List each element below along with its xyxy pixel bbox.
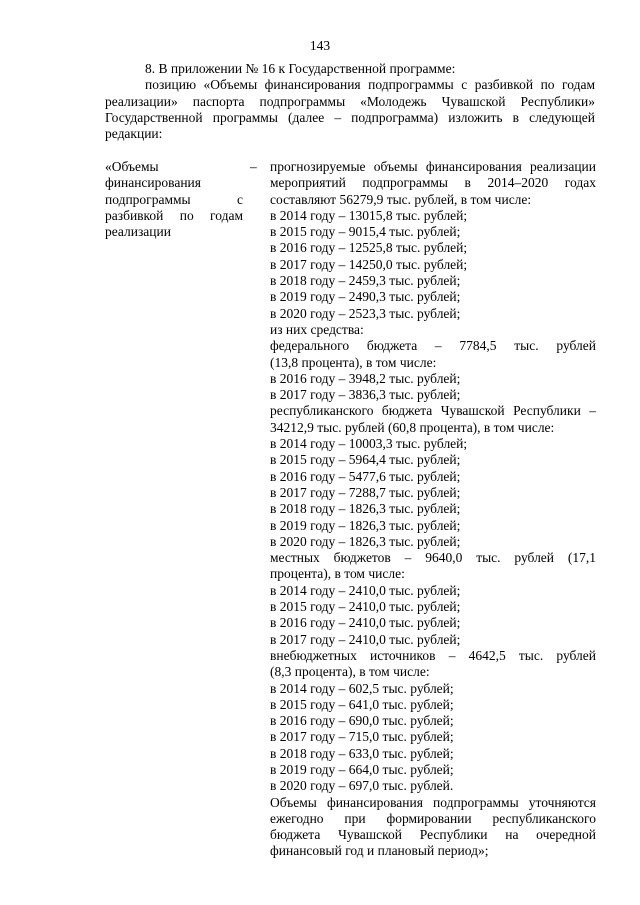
republic-year-line: в 2020 году – 1826,3 тыс. рублей; xyxy=(270,533,461,549)
offbudget-year-line: в 2017 году – 715,0 тыс. рублей; xyxy=(270,729,454,745)
of-which-label: из них средства: xyxy=(270,321,364,337)
offbudget-year-line: в 2016 году – 690,0 тыс. рублей; xyxy=(270,713,454,729)
local-year-line: в 2016 году – 2410,0 тыс. рублей; xyxy=(270,615,461,631)
federal-funding-text: федерального бюджета – 7784,5 тыс. рублей xyxy=(270,338,596,354)
republic-year-line: в 2018 году – 1826,3 тыс. рублей; xyxy=(270,501,461,517)
offbudget-funding-share: (8,3 процента), в том числе: xyxy=(270,664,430,680)
local-year-line: в 2017 году – 2410,0 тыс. рублей; xyxy=(270,631,461,647)
amendment-instruction: позицию «Объемы финансирования подпрограммы с разбивкой по годам реализации» паспорта подпрограммы «Молодежь Чувашской Республики» Государственной программы (далее – подпрограмма) изложить в следующей редакции: xyxy=(105,77,595,142)
total-year-line: в 2019 году – 2490,3 тыс. рублей; xyxy=(270,289,461,305)
total-year-line: в 2016 году – 12525,8 тыс. рублей; xyxy=(270,240,468,256)
local-year-line: в 2014 году – 2410,0 тыс. рублей; xyxy=(270,582,461,598)
offbudget-year-line: в 2018 году – 633,0 тыс. рублей; xyxy=(270,745,454,761)
total-year-line: в 2017 году – 14250,0 тыс. рублей; xyxy=(270,256,468,272)
republic-year-line: в 2019 году – 1826,3 тыс. рублей; xyxy=(270,517,461,533)
position-title: «Объемы финансирования подпрограммы с разбивкой по годам реализации xyxy=(105,159,243,240)
republic-year-line: в 2015 году – 5964,4 тыс. рублей; xyxy=(270,452,461,468)
offbudget-year-line: в 2015 году – 641,0 тыс. рублей; xyxy=(270,696,454,712)
offbudget-year-line: в 2014 году – 602,5 тыс. рублей; xyxy=(270,680,454,696)
republic-year-line: в 2016 году – 5477,6 тыс. рублей; xyxy=(270,468,461,484)
funding-details xyxy=(270,159,596,860)
intro-section xyxy=(105,61,595,142)
federal-funding-share: (13,8 процента), в том числе: xyxy=(270,354,437,370)
page-number: 143 xyxy=(309,38,331,53)
federal-year-line: в 2016 году – 3948,2 тыс. рублей; xyxy=(270,370,461,386)
republic-year-line: в 2014 году – 10003,3 тыс. рублей; xyxy=(270,436,468,452)
total-year-line: в 2015 году – 9015,4 тыс. рублей; xyxy=(270,224,461,240)
total-year-line: в 2020 году – 2523,3 тыс. рублей; xyxy=(270,305,461,321)
total-funding-text: прогнозируемые объемы финансирования реализации мероприятий подпрограммы в 2014–2020 годах составляют 56279,9 тыс. рублей, в том числе: xyxy=(270,159,596,207)
republic-funding-text: республиканского бюджета Чувашской Республики – 34212,9 тыс. рублей (60,8 процента), в том числе: xyxy=(270,403,596,435)
republic-year-line: в 2017 году – 7288,7 тыс. рублей; xyxy=(270,484,461,500)
total-year-line: в 2014 году – 13015,8 тыс. рублей; xyxy=(270,207,468,223)
total-year-line: в 2018 году – 2459,3 тыс. рублей; xyxy=(270,273,461,289)
offbudget-funding-text: внебюджетных источников – 4642,5 тыс. рублей xyxy=(270,647,596,663)
offbudget-year-line: в 2019 году – 664,0 тыс. рублей; xyxy=(270,761,454,777)
amendment-heading: 8. В приложении № 16 к Государственной программе: xyxy=(145,61,456,76)
offbudget-year-line: в 2020 году – 697,0 тыс. рублей. xyxy=(270,778,454,794)
local-funding-text: местных бюджетов – 9640,0 тыс. рублей (17,1 процента), в том числе: xyxy=(270,550,596,582)
local-year-line: в 2015 году – 2410,0 тыс. рублей; xyxy=(270,599,461,615)
federal-year-line: в 2017 году – 3836,3 тыс. рублей; xyxy=(270,387,461,403)
position-dash: – xyxy=(250,159,257,174)
closing-paragraph: Объемы финансирования подпрограммы уточняются ежегодно при формировании республиканского бюджета Чувашской Республики на очередной финансовый год и плановый период»; xyxy=(270,794,596,859)
